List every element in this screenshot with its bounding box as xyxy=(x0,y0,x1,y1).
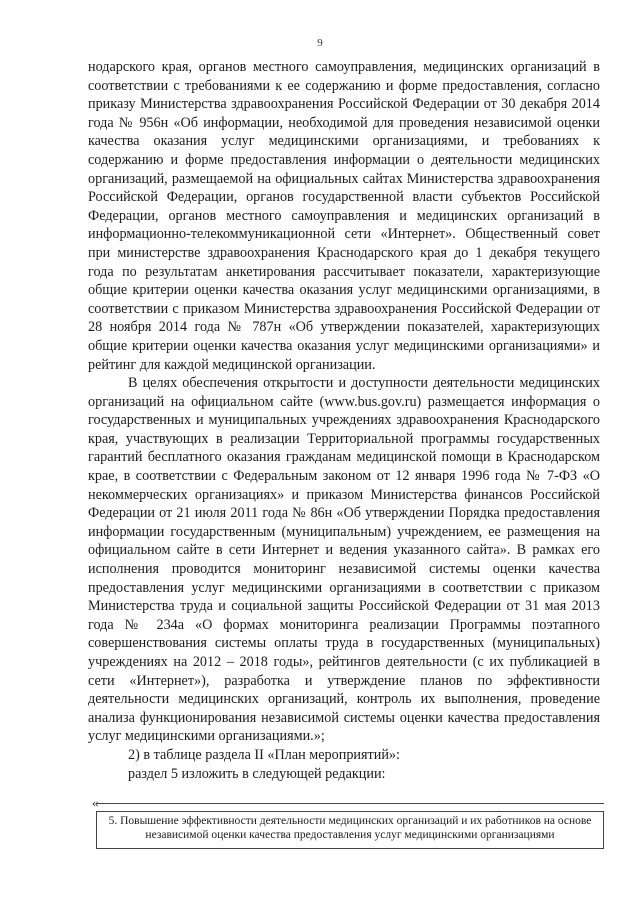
page-number: 9 xyxy=(317,37,323,49)
document-body xyxy=(88,58,600,783)
table-section-heading: 5. Повышение эффективности деятельности медицинских организаций и их работников на основе независимой оценки качества предоставления услуг медицинскими организациями xyxy=(108,815,592,841)
table-top-rule xyxy=(96,803,604,804)
paragraph-open-access: В целях обеспечения открытости и доступности деятельности медицинских организаций на официальном сайте (www.bus.gov.ru) размещается информация о государственных и муниципальных учреждениях здравоохранения Краснодарского края, участвующих в реализации Территориальной программы государственных гарантий бесплатного оказания гражданам медицинской помощи в Краснодарском крае, в соответствии с Федеральным законом от 12 января 1996 года № 7-ФЗ «О некоммерческих организациях» и приказом Министерства финансов Российской Федерации от 21 июля 2011 года № 86н «Об утверждении Порядка предоставления информации государственным (муниципальным) учреждением, ее размещения на официальном сайте в сети Интернет и ведения указанного сайта». В рамках его исполнения проводится мониторинг независимой системы оценки качества предоставления услуг медицинскими организациями в соответствии с приказом Министерства труда и социальной защиты Российской Федерации от 31 мая 2013 года № 234а «О формах мониторинга реализации Программы поэтапного совершенствования системы оплаты труда в государственных (муниципальных) учреждениях на 2012 – 2018 годы», рейтингов деятельности (с их публикацией в сети «Интернет»), разработка и утверждение планов по эффективности деятельности медицинских организаций, контроль их выполнения, проведение анализа функционирования независимой системы оценки качества предоставления услуг медицинскими организациями.»; xyxy=(88,375,600,745)
list-item-table-change: 2) в таблице раздела II «План мероприятий»: xyxy=(128,746,400,763)
list-item-section-5: раздел 5 изложить в следующей редакции: xyxy=(128,765,386,782)
paragraph-continuation: нодарского края, органов местного самоуправления, медицинских организаций в соответствии с требованиями к ее содержанию и форме предоставления, согласно приказу Министерства здравоохранения Российской Федерации от 30 декабря 2014 года № 956н «Об информации, необходимой для проведения независимой оценки качества оказания услуг медицинскими организациями, и требованиях к содержанию и форме предоставления информации о деятельности медицинских организаций, размещаемой на официальных сайтах Министерства здравоохранения Российской Федерации, органов государственной власти субъектов Российской Федерации, органов местного самоуправления и медицинских организаций в информационно-телекоммуникационной сети «Интернет». Общественный совет при министерстве здравоохранения Краснодарского края до 1 декабря текущего года по результатам анкетирования рассчитывает показатели, характеризующие общие критерии оценки качества оказания услуг медицинскими организациями, в соответствии с приказом Министерства здравоохранения Российской Федерации от 28 ноября 2014 года № 787н «Об утверждении показателей, характеризующих общие критерии оценки качества оказания услуг медицинскими организациями» и рейтинг для каждой медицинской организации. xyxy=(88,59,600,373)
opening-quote-mark: « xyxy=(92,795,99,810)
